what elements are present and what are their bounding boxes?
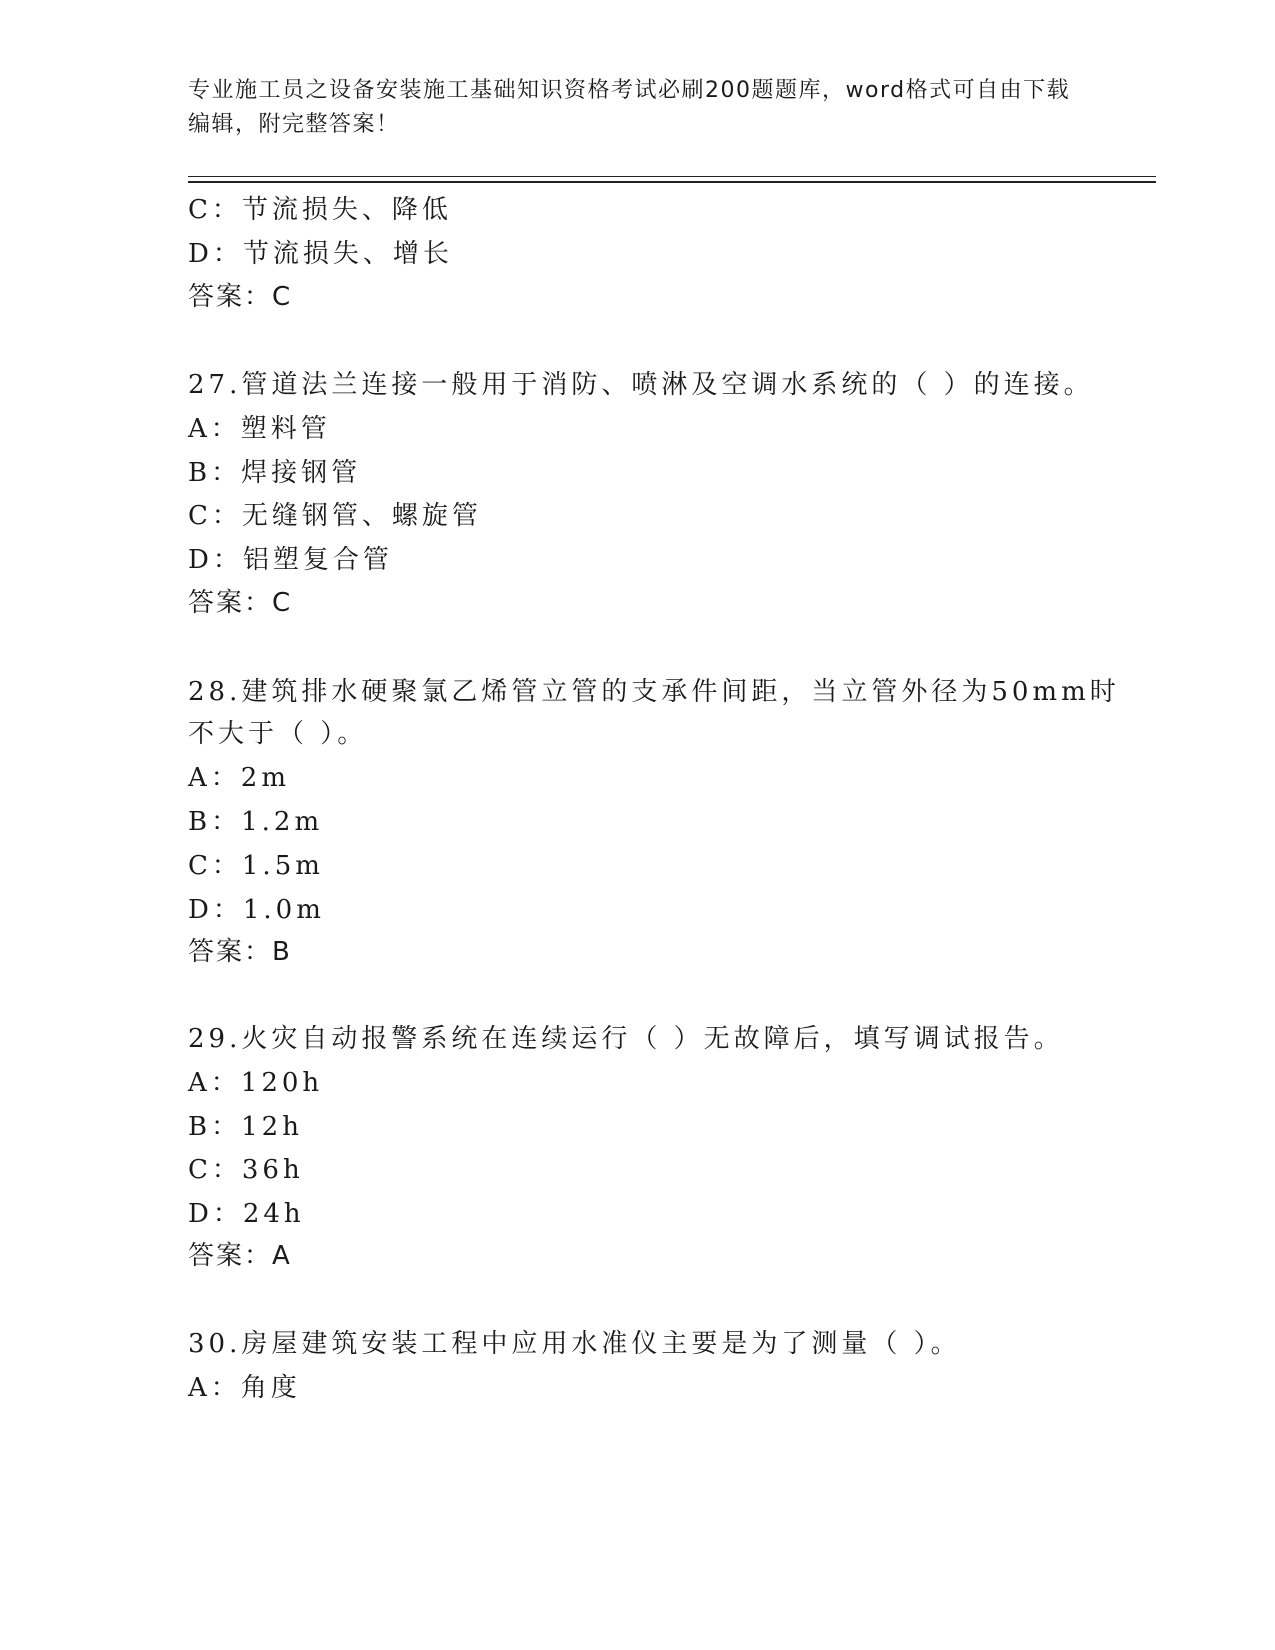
q30-stem: 30.房屋建筑安装工程中应用水准仪主要是为了测量（ ）。 [188,1329,961,1359]
header-divider-bottom [188,181,1156,183]
q29-option-a: A：120h [188,1068,324,1098]
q27-stem: 27.管道法兰连接一般用于消防、喷淋及空调水系统的（ ）的连接。 [188,370,1094,400]
q28-option-a: A：2m [188,763,290,793]
q29-option-d: D：24h [188,1199,305,1229]
q27-option-a: A：塑料管 [188,414,331,444]
prev-option-d: D：节流损失、增长 [188,239,453,269]
document-header: 专业施工员之设备安装施工基础知识资格考试必刷200题题库，word格式可自由下载编辑，附完整答案！ [188,78,1071,137]
q28-stem-line2: 不大于（ ）。 [188,719,368,749]
header-divider-top [188,176,1156,177]
q28-answer: 答案：B [188,937,292,967]
q28-stem-line1: 28.建筑排水硬聚氯乙烯管立管的支承件间距，当立管外径为50mm时 [188,677,1120,707]
q29-option-b: B：12h [188,1112,303,1142]
q27-option-d: D：铝塑复合管 [188,545,393,575]
q28-option-c: C：1.5m [188,851,324,881]
q30-option-a: A：角度 [188,1373,301,1403]
prev-answer: 答案：C [188,282,293,312]
q27-option-b: B：焊接钢管 [188,458,362,488]
q29-option-c: C：36h [188,1155,304,1185]
q28-option-b: B：1.2m [188,807,324,837]
q27-option-c: C：无缝钢管、螺旋管 [188,501,482,531]
prev-option-c: C：节流损失、降低 [188,195,452,225]
q29-stem: 29.火灾自动报警系统在连续运行（ ）无故障后，填写调试报告。 [188,1024,1064,1054]
q27-answer: 答案：C [188,588,293,618]
q28-option-d: D：1.0m [188,895,325,925]
q29-answer: 答案：A [188,1241,292,1271]
